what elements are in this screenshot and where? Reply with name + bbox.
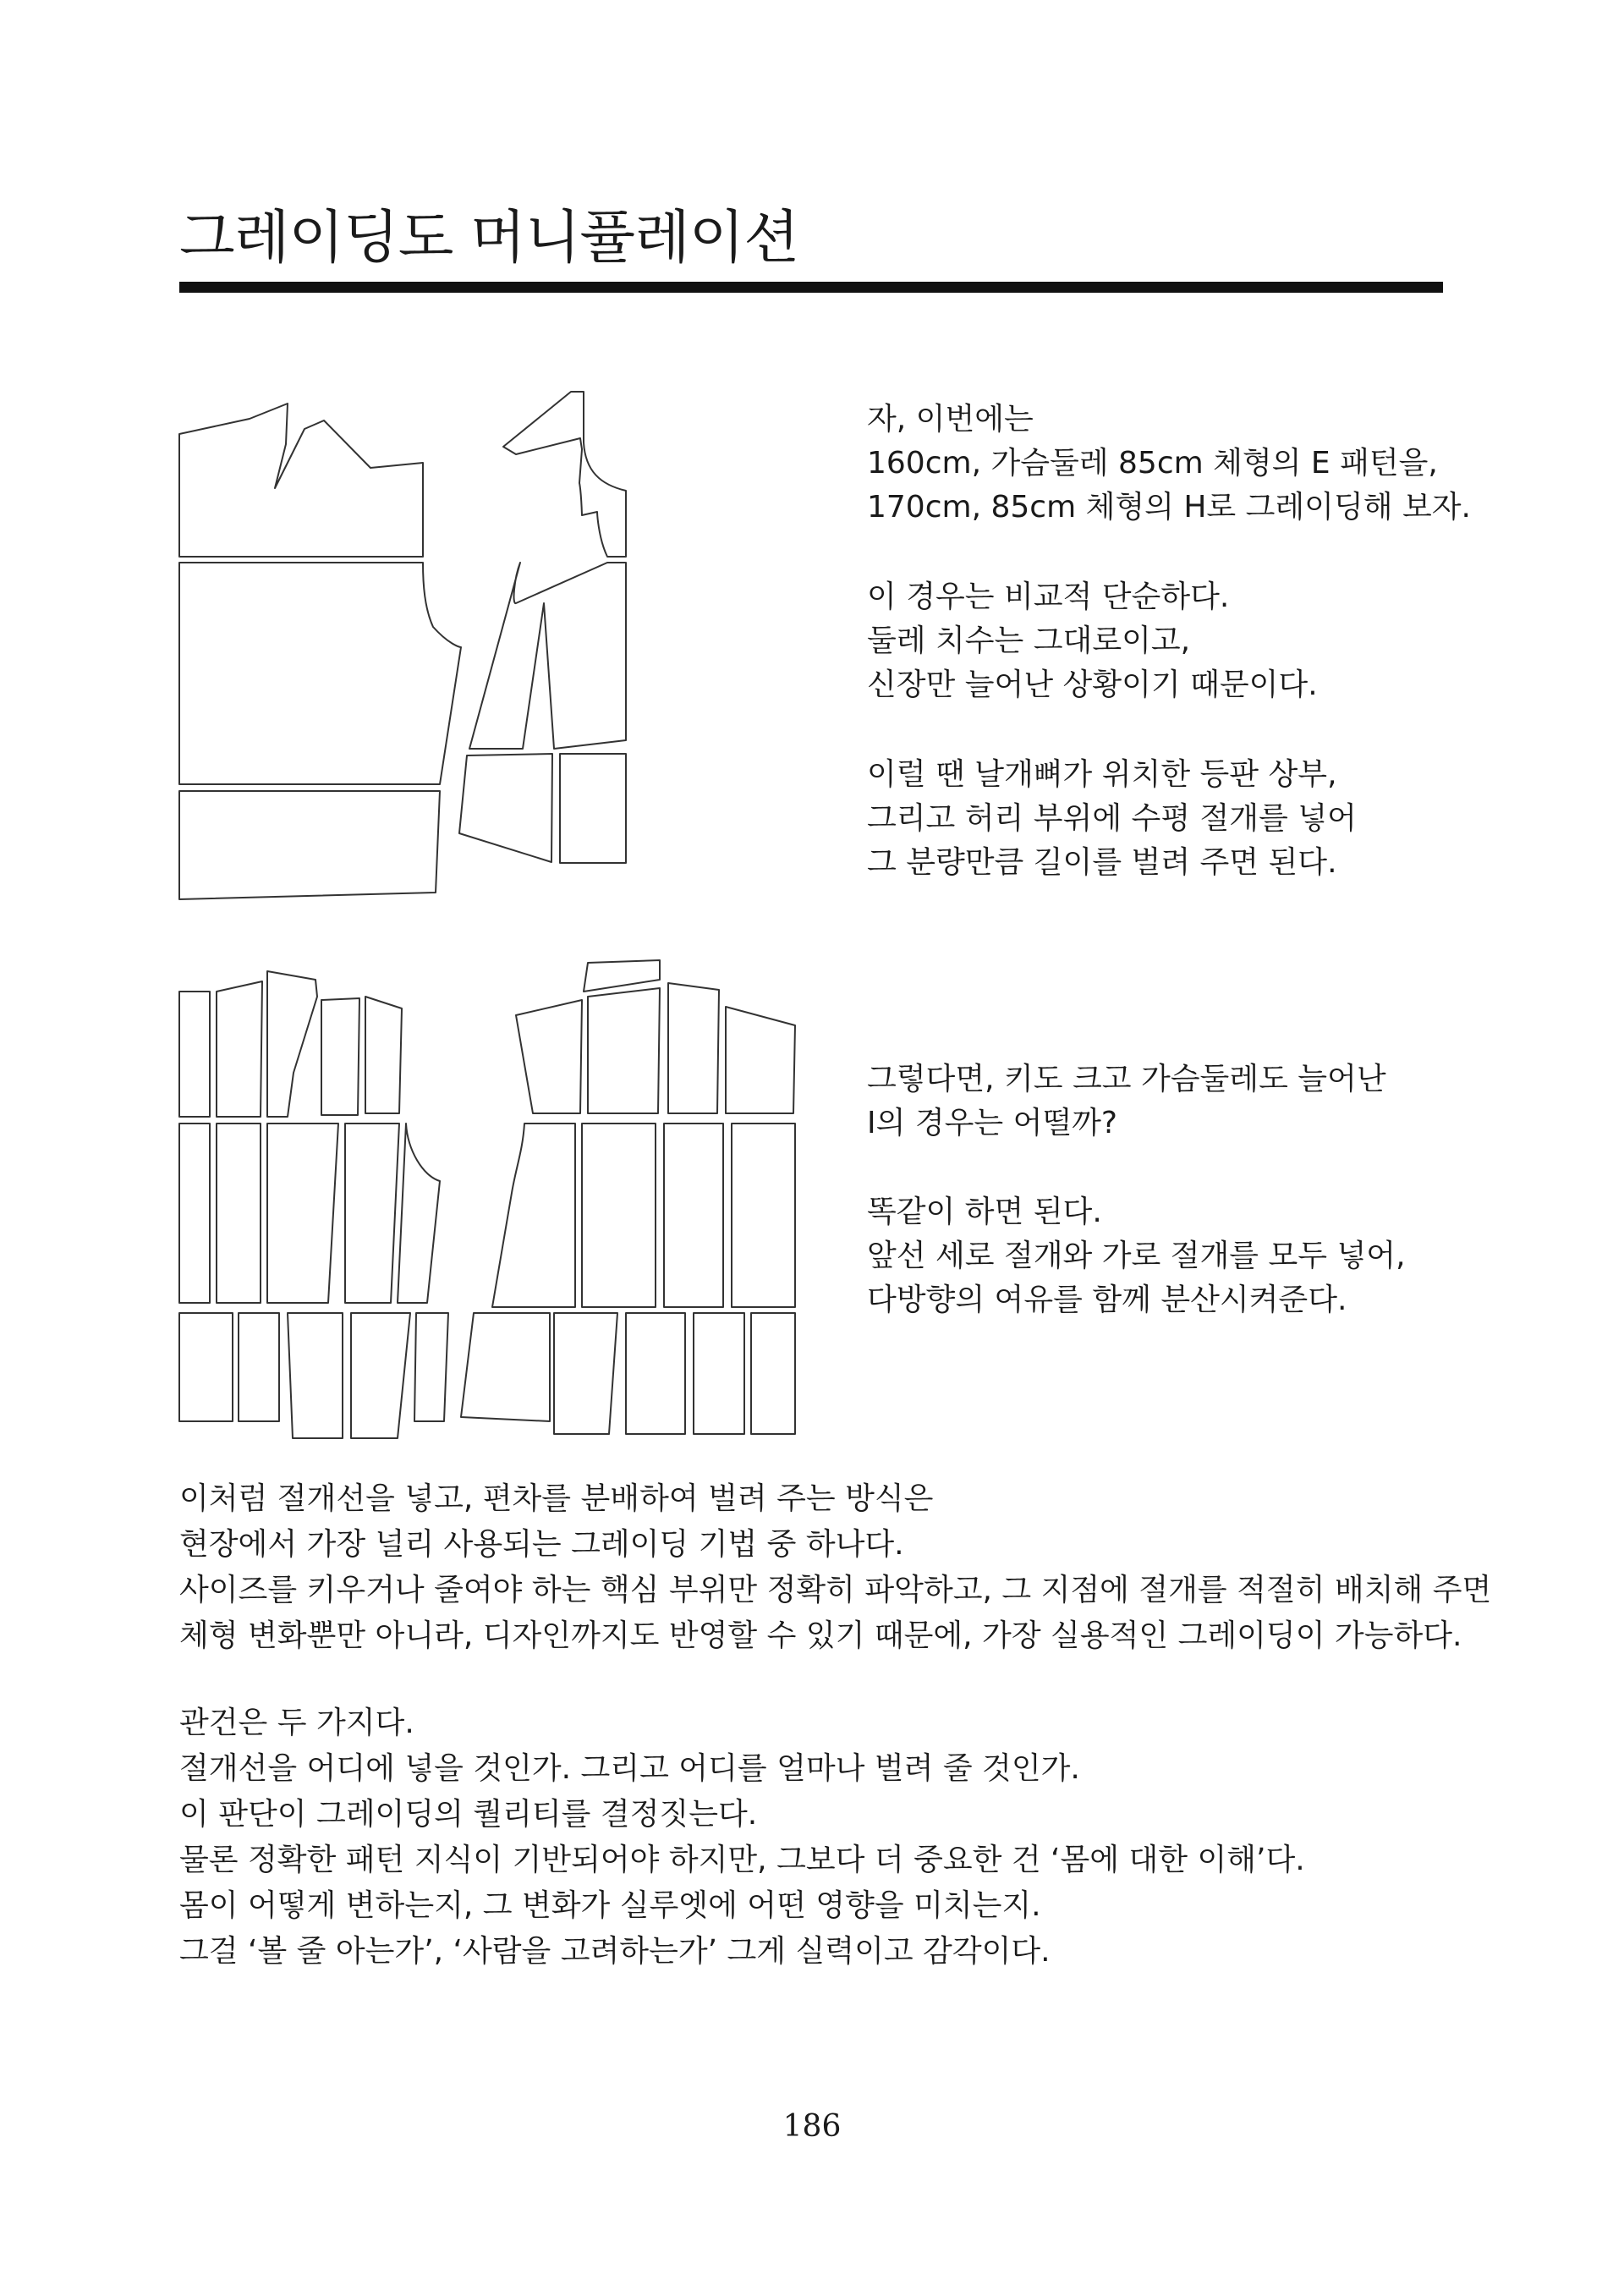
page-number: 186 [782,2109,842,2144]
back-panel-column-4 [668,983,719,1113]
text-line: 절개선을 어디에 넣을 것인가. 그리고 어디를 얼마나 벌려 줄 것인가. [179,1751,1080,1786]
back-panel-mid-1 [492,1124,575,1307]
front-panel-mid-3 [267,1124,338,1303]
text-line: 이 경우는 비교적 단순하다. [867,580,1230,614]
spread-pattern-middle [469,563,626,749]
front-panel-low-5 [414,1313,448,1421]
front-panel-column-3 [267,971,317,1117]
back-panel-mid-3 [664,1124,723,1307]
front-panel-mid-1 [179,1124,210,1303]
text-line: 170cm, 85cm 체형의 H로 그레이딩해 보자. [867,490,1471,525]
text-line: 그 분량만큼 길이를 벌려 주면 된다. [867,845,1337,880]
back-panel-column-3 [588,988,660,1113]
spread-pattern-lower-left [459,754,552,862]
pattern-multi-slash-figure [169,948,812,1455]
text-line: 이럴 땐 날개뼈가 위치한 등판 상부, [867,757,1337,792]
back-panel-low-2 [554,1313,617,1434]
front-panel-mid-2 [217,1124,261,1303]
page-title: 그레이딩도 머니퓰레이션 [179,205,799,272]
back-panel-low-3 [626,1313,685,1434]
text-line: 그리고 허리 부위에 수평 절개를 넣어 [867,801,1357,836]
front-panel-column-1 [179,992,210,1117]
text-line: 그걸 ‘볼 줄 아는가’, ‘사람을 고려하는가’ 그게 실력이고 감각이다. [179,1934,1051,1969]
body-paragraph-key-points [179,1700,1305,1975]
spread-pattern-lower-right [560,754,626,863]
text-line: 이처럼 절개선을 넣고, 편차를 분배하여 벌려 주는 방식은 [179,1481,934,1516]
front-panel-low-2 [239,1313,279,1421]
back-pattern-middle [179,563,461,784]
title-rule [179,282,1443,293]
body-paragraph-method [179,1476,1491,1659]
side-paragraph-horizontal-slash [867,753,1357,885]
text-line: 둘레 치수는 그대로이고, [867,624,1191,658]
back-panel-low-1 [461,1313,550,1421]
text-line: 신장만 늘어난 상황이기 때문이다. [867,668,1318,702]
back-panel-column-2 [516,1000,582,1113]
back-pattern-upper [179,404,423,557]
spread-pattern-upper [503,392,626,557]
text-line: 사이즈를 키우거나 줄여야 하는 핵심 부위만 정확히 파악하고, 그 지점에 절개를 적절히 배치해 주면 [179,1573,1492,1607]
text-line: 체형 변화뿐만 아니라, 디자인까지도 반영할 수 있기 때문에, 가장 실용적인 그레이딩이 가능하다. [179,1618,1462,1653]
pattern-horizontal-slash-figure [169,385,812,909]
back-panel-mid-2 [582,1124,656,1307]
text-line: 다방향의 여유를 함께 분산시켜준다. [867,1283,1347,1317]
back-pattern-lower [179,791,440,899]
front-panel-mid-4 [345,1124,399,1303]
side-paragraph-answer [867,1190,1406,1322]
front-panel-mid-5 [398,1124,440,1303]
back-panel-column-5 [726,1007,795,1113]
text-line: 몸이 어떻게 변하는지, 그 변화가 실루엣에 어떤 영향을 미치는지. [179,1888,1041,1923]
text-line: 물론 정확한 패턴 지식이 기반되어야 하지만, 그보다 더 중요한 건 ‘몸에 대한 이해’다. [179,1843,1305,1877]
front-panel-low-3 [288,1313,343,1438]
text-line: 이 판단이 그레이딩의 퀄리티를 결정짓는다. [179,1797,758,1832]
front-panel-low-4 [351,1313,410,1438]
text-line: 160cm, 가슴둘레 85cm 체형의 E 패턴을, [867,446,1438,481]
text-line: I의 경우는 어떨까? [867,1106,1118,1140]
front-panel-column-4 [321,998,359,1115]
text-line: 현장에서 가장 널리 사용되는 그레이딩 기법 중 하나다. [179,1527,904,1562]
text-line: 앞선 세로 절개와 가로 절개를 모두 넣어, [867,1239,1406,1273]
text-line: 관건은 두 가지다. [179,1706,414,1740]
front-panel-low-1 [179,1313,233,1421]
back-panel-column-1 [584,960,660,992]
text-line: 자, 이번에는 [867,402,1034,437]
side-paragraph-simple-case [867,575,1318,707]
front-panel-column-2 [217,981,262,1117]
front-panel-column-5 [365,997,402,1113]
back-panel-mid-4 [732,1124,795,1307]
back-panel-low-5 [751,1313,795,1434]
side-paragraph-question [867,1058,1386,1146]
side-paragraph-intro [867,398,1471,530]
text-line: 그렇다면, 키도 크고 가슴둘레도 늘어난 [867,1062,1386,1096]
text-line: 똑같이 하면 된다. [867,1195,1102,1229]
back-panel-low-4 [694,1313,744,1434]
